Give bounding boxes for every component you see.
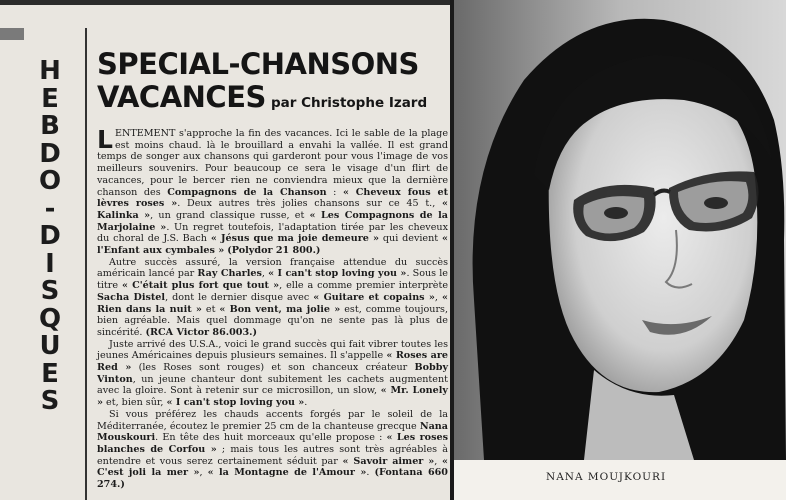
bold-text-run: Ray Charles xyxy=(197,268,262,280)
bold-text-run: « Jésus que ma joie demeure » xyxy=(210,233,380,245)
bold-text-run: Bobby Vinton xyxy=(97,362,449,385)
bold-text-run: « C'était plus fort que tout » xyxy=(121,280,280,292)
section-title-letter: O xyxy=(38,166,62,196)
bold-text-run: (Polydor 21 800.) xyxy=(227,245,321,257)
section-title-letter: D xyxy=(39,221,61,251)
bold-text-run: « Les roses blanches de Corfou » xyxy=(97,432,448,455)
text-run: . xyxy=(304,397,308,409)
section-title-letter: I xyxy=(45,248,55,279)
bold-text-run: « l'Enfant aux cymbales » xyxy=(97,233,448,257)
bold-text-run: « Cheveux fous et lèvres roses » xyxy=(97,186,449,210)
bold-text-run: Compagnons de la Chanson xyxy=(167,186,327,198)
left-rule xyxy=(0,28,24,40)
section-title-letter: H xyxy=(39,56,61,86)
text-run: . xyxy=(366,467,375,479)
section-title-letter: S xyxy=(40,276,60,306)
bold-text-run: (Fontana 660 274.) xyxy=(97,467,448,491)
article-paragraph-4 xyxy=(97,409,448,491)
text-run: , un grand classique russe, et xyxy=(150,209,310,221)
text-run: . Sous le titre xyxy=(97,268,448,292)
text-run: , xyxy=(261,268,269,280)
bold-text-run: Nana Mouskouri xyxy=(97,420,448,444)
text-run: , xyxy=(434,291,442,303)
column-divider xyxy=(85,28,87,500)
article-body xyxy=(97,125,449,491)
text-run: . Deux autres très jolies chansons sur ce 45 t., xyxy=(177,198,442,210)
bold-text-run: « Guitare et copains » xyxy=(313,291,435,303)
bold-text-run: (RCA Victor 86.003.) xyxy=(145,326,258,338)
bold-text-run: « Bon vent, ma jolie » xyxy=(219,303,341,315)
text-run: ENTEMENT s'approche la fin des vacances. Ici le sable de la plage est moins chaud. là le brouillard a envahi la vallée. Il est grand temps de songer aux chansons qui garderont pour vous l'image de vos meilleurs souvenirs. Pour beaucoup ce sera le visage d'un flirt de vacances, pour le bercer rien ne conviendra mieux que la dernière chanson des xyxy=(97,128,448,198)
bold-text-run: « Roses are Red » xyxy=(97,350,448,374)
byline: par Christophe Izard xyxy=(270,95,428,111)
text-run: (les Roses sont rouges) et son chanceux créateur xyxy=(131,362,415,374)
text-run: Juste arrivé des U.S.A., voici le grand succès qui fait vibrer toutes les jeunes Américaines depuis plusieurs semaines. Il s'appelle xyxy=(97,338,448,362)
bold-text-run: « I can't stop loving you » xyxy=(166,397,305,409)
section-title-letter: - xyxy=(44,193,56,224)
text-run: Si vous préférez les chauds accents forgés par le soleil de la Méditerranée, écoutez le premier 25 cm de la chanteuse grecque xyxy=(97,408,448,432)
text-run: , xyxy=(434,455,442,467)
bold-text-run: Sacha Distel xyxy=(97,291,166,303)
section-title-letter: S xyxy=(40,386,60,416)
section-title-letter: D xyxy=(39,138,61,169)
section-title-letter: E xyxy=(41,358,59,389)
bold-text-run: « Savoir aimer » xyxy=(342,455,435,467)
bold-text-run: « Rien dans la nuit » xyxy=(97,291,448,315)
section-title-vertical xyxy=(30,58,70,416)
section-title-letter: E xyxy=(41,83,59,114)
text-run: Autre succès assuré, la version française attendue du succès américain lancé par xyxy=(97,256,448,280)
section-title-letter: Q xyxy=(38,303,62,334)
photo-caption: NANA MOUJKOURI xyxy=(546,471,667,483)
drop-cap: L xyxy=(97,125,113,154)
article-paragraph-3 xyxy=(97,339,448,409)
section-title-letter: B xyxy=(40,111,60,141)
text-run: , elle a comme premier interprète xyxy=(279,280,449,292)
bold-text-run: « C'est joli la mer » xyxy=(97,455,448,479)
article-paragraph-2 xyxy=(97,257,448,339)
text-run: et, bien sûr, xyxy=(103,397,167,409)
portrait-photo xyxy=(454,0,786,460)
text-run: est, comme toujours, bien agréable. Mais quel dommage qu'on ne sente pas là plus de sincérité. xyxy=(97,303,449,338)
bold-text-run: « Les Compagnons de la Marjolaine » xyxy=(97,209,448,233)
headline-line-1: SPECIAL-CHANSONS xyxy=(97,47,419,81)
text-run: , un jeune chanteur dont subitement les cachets augmentent avec la gloire. Sont à retenir sur ce microsillon, un slow, xyxy=(97,373,448,397)
portrait-illustration xyxy=(454,0,786,460)
headline-line-2: VACANCES xyxy=(97,80,266,114)
text-run: qui devient xyxy=(379,233,442,245)
bold-text-run: « Mr. Lonely » xyxy=(97,385,448,409)
bold-text-run: « la Montagne de l'Amour » xyxy=(207,467,367,479)
text-run: , dont le dernier disque avec xyxy=(165,291,314,303)
text-run: , xyxy=(199,467,208,479)
section-title-letter: U xyxy=(39,331,61,361)
text-run: et xyxy=(201,303,220,315)
bold-text-run: « I can't stop loving you » xyxy=(268,268,407,280)
headline xyxy=(97,48,452,114)
bold-text-run: « Kalinka » xyxy=(97,198,448,221)
article-paragraph-1 xyxy=(97,125,449,257)
text-run: : xyxy=(326,186,343,198)
text-run: . Un regret toutefois, l'adaptation tirée par les cheveux du choral de J.S. Bach xyxy=(97,221,448,245)
text-run: ; mais tous les autres sont très agréables à entendre et vous serez certainement séduit par xyxy=(97,443,448,467)
text-run: . En tête des huit morceaux qu'elle propose : xyxy=(155,432,387,444)
